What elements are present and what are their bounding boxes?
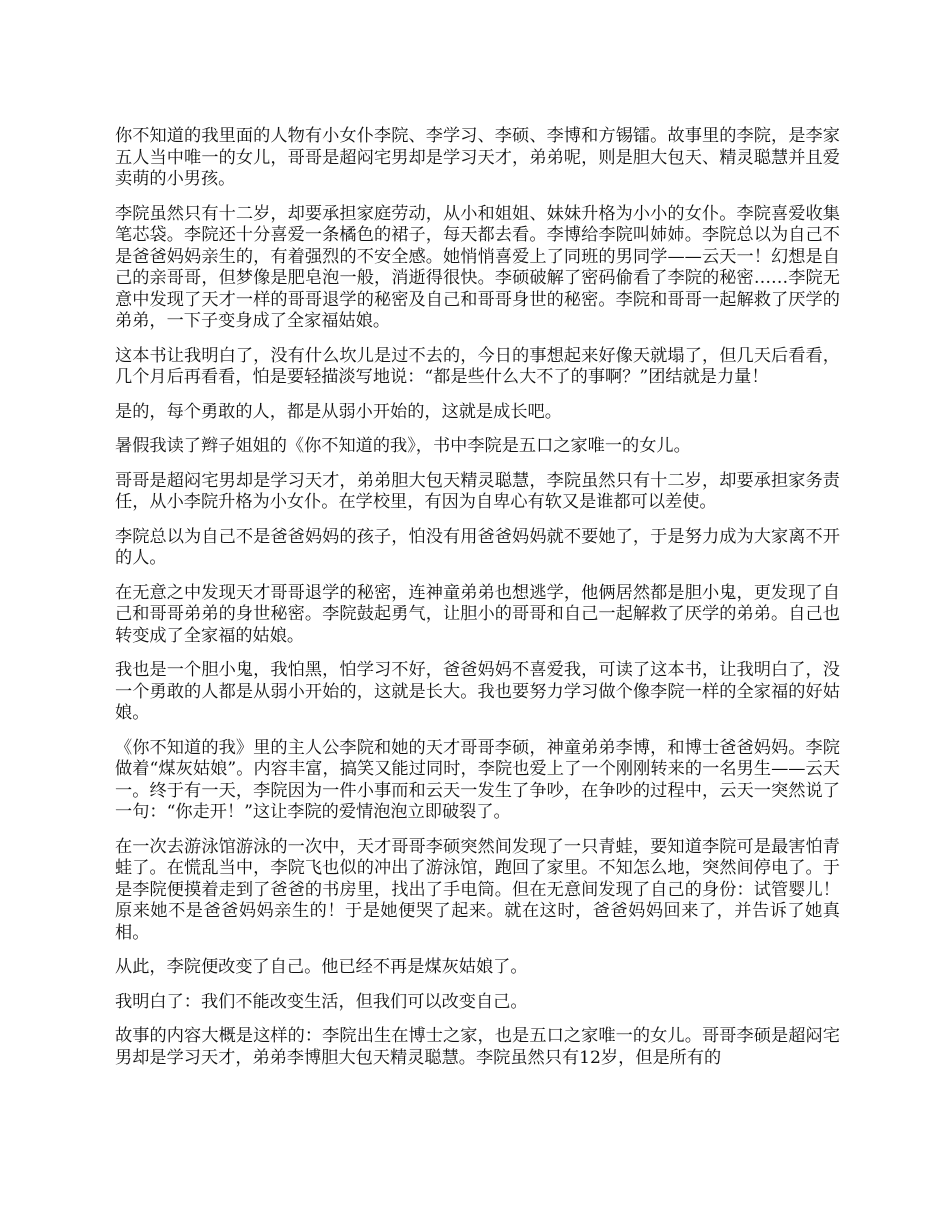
paragraph-14: 故事的内容大概是这样的：李院出生在博士之家，也是五口之家唯一的女儿。哥哥李硕是超闷宅男却是学习天才，弟弟李博胆大包天精灵聪慧。李院虽然只有12岁，但是所有的: [115, 1026, 840, 1068]
paragraph-3: 这本书让我明白了，没有什么坎儿是过不去的，今日的事想起来好像天就塌了，但几天后看看，几个月后再看看，怕是要轻描淡写地说：“都是些什么大不了的事啊？”团结就是力量！: [115, 345, 840, 387]
paragraph-2: 李院虽然只有十二岁，却要承担家庭劳动，从小和姐姐、妹妹升格为小小的女仆。李院喜爱收集笔芯袋。李院还十分喜爱一条橘色的裙子，每天都去看。李博给李院叫姉姉。李院总以为自己不是爸爸妈妈亲生的，有着强烈的不安全感。她悄悄喜爱上了同班的男同学——云天一！幻想是自己的亲哥哥，但梦像是肥皂泡一般，消逝得很快。李硕破解了密码偷看了李院的秘密……李院无意中发现了天才一样的哥哥退学的秘密及自己和哥哥身世的秘密。李院和哥哥一起解救了厌学的弟弟，一下子变身成了全家福姑娘。: [115, 203, 840, 331]
paragraph-9: 我也是一个胆小鬼，我怕黑，怕学习不好，爸爸妈妈不喜爱我，可读了这本书，让我明白了，没一个勇敢的人都是从弱小开始的，这就是长大。我也要努力学习做个像李院一样的全家福的好姑娘。: [115, 660, 840, 723]
paragraph-5: 暑假我读了辫子姐姐的《你不知道的我》，书中李院是五口之家唯一的女儿。: [115, 436, 691, 456]
paragraph-8: 在无意之中发现天才哥哥退学的秘密，连神童弟弟也想逃学，他俩居然都是胆小鬼，更发现了自己和哥哥弟弟的身世秘密。李院鼓起勇气，让胆小的哥哥和自己一起解救了厌学的弟弟。自己也转变成了全家福的姑娘。: [115, 582, 840, 646]
paragraph-13: 我明白了：我们不能改变生活，但我们可以改变自己。: [115, 991, 528, 1012]
paragraph-1: 你不知道的我里面的人物有小女仆李院、李学习、李硕、李博和方锡镭。故事里的李院，是李家五人当中唯一的女儿，哥哥是超闷宅男却是学习天才，弟弟呢，则是胆大包天、精灵聪慧并且爱卖萌的小男孩。: [115, 126, 840, 189]
paragraph-11: 在一次去游泳馆游泳的一次中，天才哥哥李硕突然间发现了一只青蛙，要知道李院可是最害怕青蛙了。在慌乱当中，李院飞也似的冲出了游泳馆，跑回了家里。不知怎么地，突然间停电了。于是李院便摸着走到了爸爸的书房里，找出了手电筒。但在无意间发现了自己的身份：试管婴儿！原来她不是爸爸妈妈亲生的！于是她便哭了起来。就在这时，爸爸妈妈回来了，并告诉了她真相。: [115, 836, 840, 943]
paragraph-4: 是的，每个勇敢的人，都是从弱小开始的，这就是成长吧。: [115, 401, 562, 422]
document-body: [115, 126, 840, 1082]
paragraph-7: 李院总以为自己不是爸爸妈妈的孩子，怕没有用爸爸妈妈就不要她了，于是努力成为大家离不开的人。: [115, 526, 840, 568]
paragraph-6: 哥哥是超闷宅男却是学习天才，弟弟胆大包天精灵聪慧，李院虽然只有十二岁，却要承担家务责任，从小李院升格为小女仆。在学校里，有因为自卑心有软又是谁都可以差使。: [115, 470, 840, 512]
paragraph-10: 《你不知道的我》里的主人公李院和她的天才哥哥李硕，神童弟弟李博，和博士爸爸妈妈。李院做着“煤灰姑娘”。内容丰富，搞笑又能过同时，李院也爱上了一个刚刚转来的一名男生——云天一。终于有一天，李院因为一件小事而和云天一发生了争吵，在争吵的过程中，云天一突然说了一句：“你走开！”这让李院的爱情泡泡立即破裂了。: [115, 737, 840, 822]
paragraph-12: 从此，李院便改变了自己。他已经不再是煤灰姑娘了。: [115, 957, 528, 977]
